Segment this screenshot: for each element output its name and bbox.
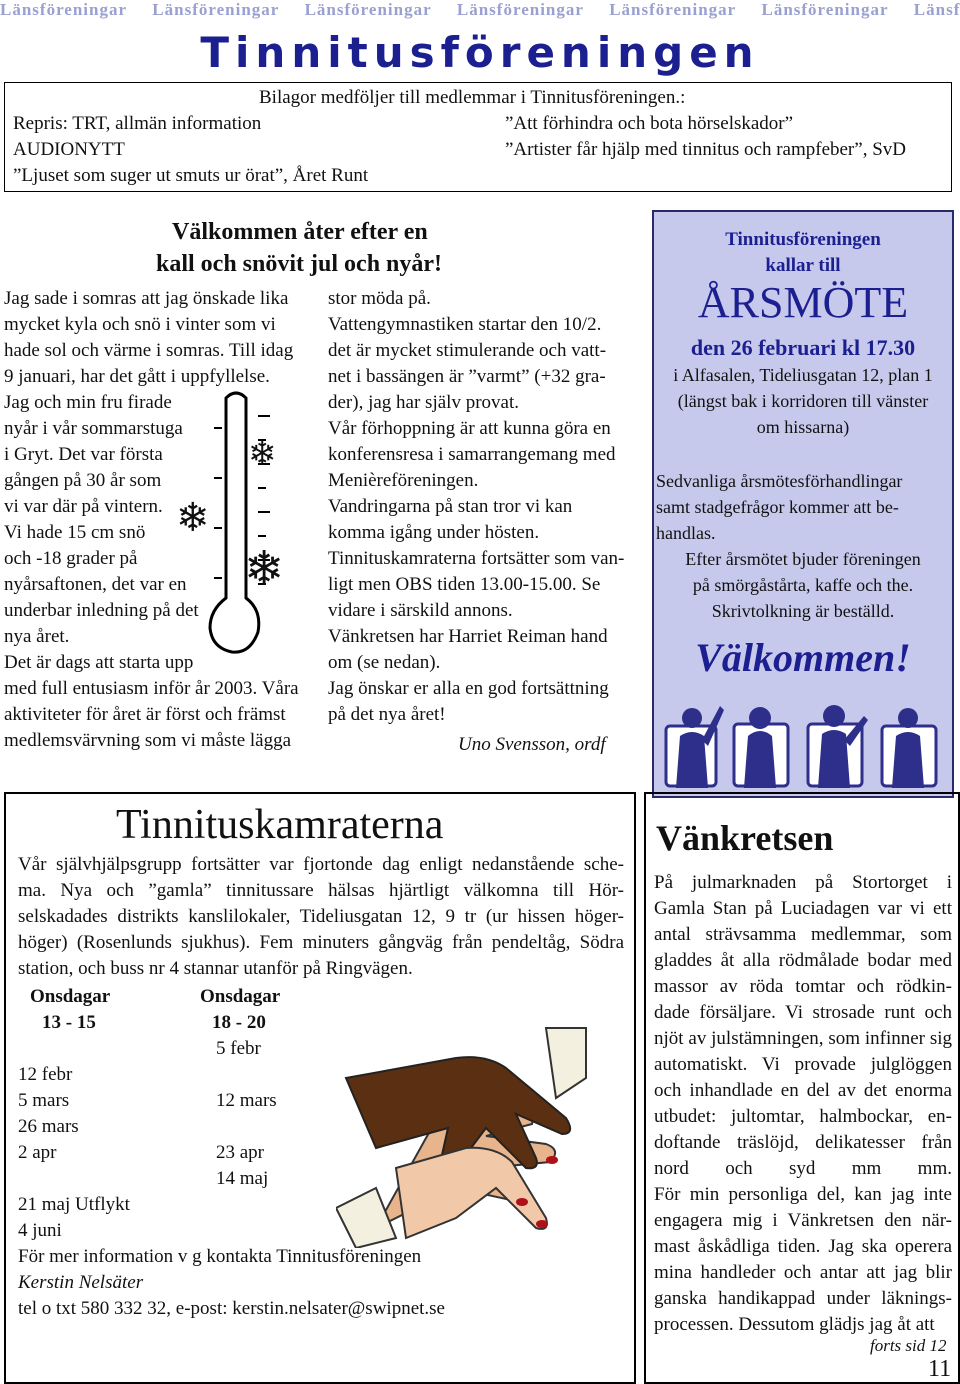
schedule-extra: 4 juni (18, 1220, 62, 1241)
banner-item: Länsf (913, 0, 960, 19)
text-line: det är mycket stimulerande och vatt- (328, 340, 607, 361)
text-line: höger) (Rosenlunds sjukhus). Fem minuters gångväg från pendeltåg, Södra (18, 932, 624, 953)
schedule-date: 23 apr (216, 1142, 265, 1163)
contact-info: För mer information v g kontakta Tinnitusföreningen (18, 1246, 422, 1267)
text-line: Jag och min fru firade (4, 392, 172, 413)
text-line: mast åskådliga tiden. Jag ska operera (654, 1236, 952, 1257)
header-banner (0, 0, 960, 22)
text-line: Vi hade 15 cm snö (4, 522, 146, 543)
text-line: på det nya året! (328, 704, 446, 725)
text-line: Vattengymnastiken startar den 10/2. (328, 314, 602, 335)
meeting-welcome: Välkommen! (695, 635, 911, 680)
continued-note: forts sid 12 (870, 1336, 947, 1355)
text-line: doftande träslöjd, delikatesser från (654, 1132, 952, 1153)
attachments-box (4, 82, 952, 192)
text-line: aktiviteter för året är först och främst (4, 704, 286, 725)
text-line: massor av röda tomtar och rödkin- (654, 976, 952, 997)
text-line: Tinnituskamraterna fortsätter som van- (328, 548, 625, 569)
text-line: med full entusiasm inför år 2003. Våra (4, 678, 299, 699)
text-line: Det är dags att starta upp (4, 652, 194, 673)
text-line: gladdes åt alla rödmålade bodar med (654, 950, 952, 971)
text-line: Vandringarna på stan tror vi kan (328, 496, 573, 517)
schedule-col1-time: 13 - 15 (42, 1012, 96, 1033)
schedule-date: 12 mars (216, 1090, 277, 1111)
text-line: der), jag har själv provat. (328, 392, 519, 413)
signature: Uno Svensson, ordf (458, 734, 606, 755)
annual-meeting-box (652, 210, 954, 798)
vankretsen-title: Vänkretsen (656, 818, 834, 858)
hands-illustration (336, 1018, 596, 1248)
text-line: komma igång under hösten. (328, 522, 540, 543)
meeting-calls: kallar till (765, 255, 841, 276)
text-line: och -18 grader på (4, 548, 138, 569)
text-line: nyårsaftonen, det var en (4, 574, 187, 595)
schedule-date: 5 febr (216, 1038, 261, 1059)
text-line: om (se nedan). (328, 652, 441, 673)
schedule-extra: 21 maj Utflykt (18, 1194, 130, 1215)
text-line: hade sol och värme i somras. Till idag (4, 340, 294, 361)
thermometer-icon (206, 388, 316, 658)
text-line: stor möda på. (328, 288, 431, 309)
banner-item: Länsföreningar (609, 0, 737, 19)
schedule-date: 12 febr (18, 1064, 73, 1085)
people-illustration (662, 696, 944, 790)
meeting-place: (längst bak i korridoren till vänster (677, 391, 929, 411)
text-line: mina handleder och antar att jag blir (654, 1262, 952, 1283)
banner-item: Länsföreningar (152, 0, 280, 19)
kamrater-box (4, 792, 636, 1384)
meeting-agenda: samt stadgefrågor kommer att be- (656, 497, 899, 517)
text-line: Menièreföreningen. (328, 470, 479, 491)
attachment-item: Repris: TRT, allmän information (13, 113, 262, 134)
text-line: i Gryt. Det var första (4, 444, 163, 465)
text-line: På julmarknaden på Stortorget i (654, 872, 952, 893)
attachment-item: AUDIONYTT (13, 139, 125, 160)
text-line: Jag önskar er alla en god fortsättning (328, 678, 609, 699)
page-title: Tinnitusföreningen (200, 28, 760, 77)
meeting-place: om hissarna) (756, 417, 850, 437)
meeting-after: Skrivtolkning är beställd. (711, 601, 895, 621)
schedule-date: 2 apr (18, 1142, 57, 1163)
contact-name: Kerstin Nelsäter (18, 1272, 144, 1293)
text-line: automatiskt. Vi provade julglöggen (654, 1054, 952, 1075)
text-line: ma. Nya och ”gamla” tinnitussare hälsas hjärtligt välkomna till Hör- (18, 880, 624, 901)
text-line: gången på 30 år som (4, 470, 162, 491)
text-line: nya året. (4, 626, 70, 647)
banner-item: Länsföreningar (456, 0, 584, 19)
schedule-col2-head: Onsdagar (200, 986, 281, 1007)
text-line: Jag sade i somras att jag önskade lika (4, 288, 289, 309)
welcome-right-column (328, 286, 630, 728)
contact-phone: tel o txt 580 332 32, e-post: kerstin.nelsater@swipnet.se (18, 1298, 445, 1319)
text-line: konferensresa i samarrangemang med (328, 444, 616, 465)
text-line: ligt men OBS tiden 13.00-15.00. Se (328, 574, 601, 595)
vankretsen-box (644, 792, 960, 1384)
text-line: engagera mig i Vänkretsen den när- (654, 1210, 952, 1231)
meeting-date: den 26 februari kl 17.30 (690, 335, 916, 360)
schedule-date: 26 mars (18, 1116, 79, 1137)
banner-item: Länsföreningar (0, 0, 128, 19)
kamrater-title: Tinnituskamraterna (116, 802, 444, 848)
text-line: mycket kyla och snö i vinter som vi (4, 314, 276, 335)
vankretsen-body (654, 870, 952, 1338)
text-line: processen. Dessutom glädjs jag åt att (654, 1314, 935, 1335)
text-line: net i bassängen är ”varmt” (+32 gra- (328, 366, 606, 387)
meeting-after: på smörgåstårta, kaffe och the. (692, 575, 914, 595)
page-number: 11 (928, 1356, 952, 1382)
banner-item: Länsföreningar (304, 0, 432, 19)
attachments-intro: Bilagor medföljer till medlemmar i Tinnitusföreningen.: (259, 87, 686, 108)
snowflake-icon: ❄ (244, 543, 285, 596)
kamrater-intro (18, 852, 624, 982)
meeting-title: ÅRSMÖTE (697, 278, 909, 327)
text-line: underbar inledning på det (4, 600, 199, 621)
text-line: antal strävsamma medlemmar, som (654, 924, 952, 945)
text-line: vi var där på vintern. (4, 496, 163, 517)
text-line: För min personliga del, kan jag inte (654, 1184, 952, 1205)
text-line: medlemsvärvning som vi måste lägga (4, 730, 292, 751)
schedule-col1-head: Onsdagar (30, 986, 111, 1007)
text-line: nyår i vår sommarstuga (4, 418, 183, 439)
text-line: 9 januari, har det gått i uppfyllelse. (4, 366, 270, 387)
meeting-after: Efter årsmötet bjuder föreningen (685, 549, 921, 569)
meeting-place: i Alfasalen, Tideliusgatan 12, plan 1 (673, 365, 933, 385)
text-line: ganska handikappad under läknings- (654, 1288, 952, 1309)
text-line: vidare i särskild annons. (328, 600, 513, 621)
text-line: Vår självhjälpsgrupp fortsätter var fjortonde dag enligt nedanstående sche- (18, 854, 624, 875)
text-line: station, och buss nr 4 stannar utanför på Ringvägen. (18, 958, 413, 979)
welcome-headline: kall och snövit jul och nyår! (156, 251, 443, 277)
text-line: Vår förhoppning är att kunna göra en (328, 418, 611, 439)
snowflake-icon: ❄ (248, 436, 277, 473)
meeting-agenda: handlas. (656, 523, 716, 543)
text-line: Gamla Stan på Luciadagen var vi ett (654, 898, 952, 919)
schedule-date: 14 maj (216, 1168, 269, 1189)
schedule-col2-time: 18 - 20 (212, 1012, 266, 1033)
attachment-item: ”Artister får hjälp med tinnitus och rampfeber”, SvD (505, 139, 906, 160)
text-line: utbudet: jultomtar, halmbockar, en- (654, 1106, 952, 1127)
attachment-item: ”Att förhindra och bota hörselskador” (505, 113, 794, 134)
text-line: njöt av julstämningen, som infinner sig (654, 1028, 952, 1049)
welcome-headline: Välkommen åter efter en (172, 219, 428, 245)
text-line: dade försäljare. Vi strosade runt och (654, 1002, 952, 1023)
snowflake-icon: ❄ (176, 495, 210, 540)
text-line: selskadades distrikts kanslilokaler, Tideliusgatan 12, 9 tr (ur hissen höger- (18, 906, 624, 927)
text-line: nord och syd mm mm. (654, 1158, 952, 1179)
text-line: Vänkretsen har Harriet Reiman hand (328, 626, 608, 647)
attachment-item: ”Ljuset som suger ut smuts ur örat”, Året Runt (13, 165, 369, 186)
meeting-org: Tinnitusföreningen (725, 229, 881, 250)
meeting-agenda: Sedvanliga årsmötesförhandlingar (656, 471, 903, 491)
banner-item: Länsföreningar (761, 0, 889, 19)
text-line: och inhandlade en del av det enorma (654, 1080, 952, 1101)
schedule-date: 5 mars (18, 1090, 70, 1111)
